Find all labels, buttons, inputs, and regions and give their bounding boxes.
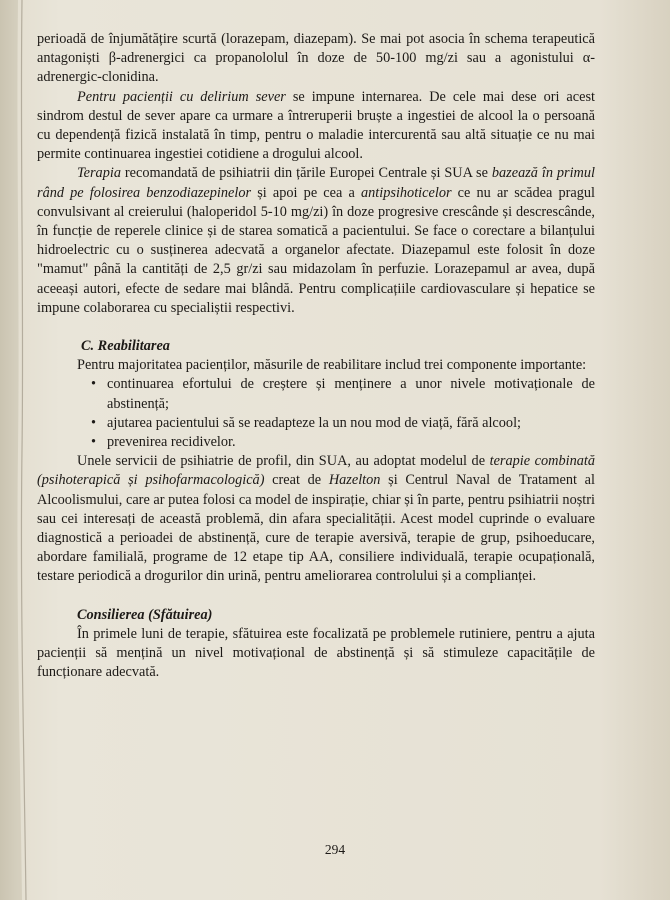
paragraph-4: Pentru majoritatea pacienților, măsurile de reabilitare includ trei componente importante: <box>77 357 587 374</box>
paragraph-3-emphasis-3: antipsihoticelor <box>360 184 452 201</box>
paragraph-3-text-1: recomandată de psihiatrii din țările Europei Centrale și SUA se <box>120 165 492 182</box>
paragraph-5-emphasis-1: terapie combinată (psihoterapică și psihofarmacologică) <box>37 453 595 489</box>
page-content <box>37 30 595 683</box>
page-number: 294 <box>324 842 346 857</box>
paragraph-2-text: se impune internarea. De cele mai dese ori acest sindrom destul de sever apare ca urmare a întreruperii bruște a ingestiei de alcool la o persoană cu dependență fizică instalată în timp, pentru o maladie intercurentă sau altă situație ce nu mai permite continuarea ingestiei cotidiene a drogului alcool. <box>37 88 595 163</box>
list-item: • prevenirea recidivelor. <box>91 433 595 452</box>
paragraph-3-text-2: și apoi pe cea a <box>251 184 361 201</box>
bullet-list <box>37 375 595 452</box>
paragraph-5-text-2: creat de <box>264 472 329 489</box>
paragraph-2-emphasis: Pentru pacienții cu delirium sever <box>77 88 286 105</box>
paragraph-5-text-1: Unele servicii de psihiatrie de profil, din SUA, au adoptat modelul de <box>77 453 490 470</box>
paragraph-6: În primele luni de terapie, sfătuirea este focalizată pe problemele rutiniere, pentru a ajuta pacienții să mențină un nivel motivațional de abstinență și să stimuleze capacitățile de funcționare adecvată. <box>37 625 595 681</box>
paragraph-3 <box>37 164 595 318</box>
list-item: • ajutarea pacientului să se readapteze la un nou mod de viață, fără alcool; <box>91 414 595 433</box>
paragraph-2 <box>37 88 595 165</box>
paragraph-3-text-3: ce nu ar scădea pragul convulsivant al creierului (haloperidol 5-10 mg/zi) în doze progresive crescânde și descrescânde, în funcție de reperele clinice și de starea somatică a pacientului. Se face o corectare a bilanțului hidroelectric cu o susținerea adecvată a organelor afectate. Diazepamul este folosit în doze "mamut" până la cantități de 2,5 gr/zi sau midazolam în perfuzie. Lorazepamul ar avea, după aceeași autori, efecte de sedare mai blândă. Pentru complicațiile cardiovasculare și hepatice se impune colaborarea cu specialiștii respectivi. <box>37 184 595 316</box>
paragraph-5 <box>37 452 595 586</box>
paragraph-5-text-3: și Centrul Naval de Tratament al Alcoolismului, care ar putea folosi ca model de inspirație, chiar și în parte, pentru psihiatrii noștri sau cei interesați de această problemă, din afara specialității. Acest model cuprinde o evaluare diagnostică a perioadei de abstinență, cure de terapie aversivă, terapie de grup, psihoeducare, abordare familială, programe de 12 etape tip AA, consiliere individuală, terapie ocupațională, testare periodică a drogurilor din urină, pentru ameliorarea controlului și a complianței. <box>37 472 595 585</box>
list-item: • continuarea efortului de creștere și menținere a unor nivele motivaționale de abstinență; <box>91 375 595 413</box>
section-heading-rehabilitation: C. Reabilitarea <box>81 338 170 355</box>
paragraph-1: perioadă de înjumătățire scurtă (lorazepam, diazepam). Se mai pot asocia în schema terapeutică antagoniști β-adrenergici ca propanololul în doze de 50-100 mg/zi sau a agonistului α-adrenergic-clonidina. <box>37 31 595 86</box>
section-heading-counseling: Consilierea (Sfătuirea) <box>77 606 213 623</box>
paragraph-5-emphasis-2: Hazelton <box>328 472 381 489</box>
paragraph-3-emphasis-2: bazează în primul rând pe folosirea benzodiazepinelor <box>37 165 596 201</box>
paragraph-3-emphasis-1: Terapia <box>77 165 121 182</box>
